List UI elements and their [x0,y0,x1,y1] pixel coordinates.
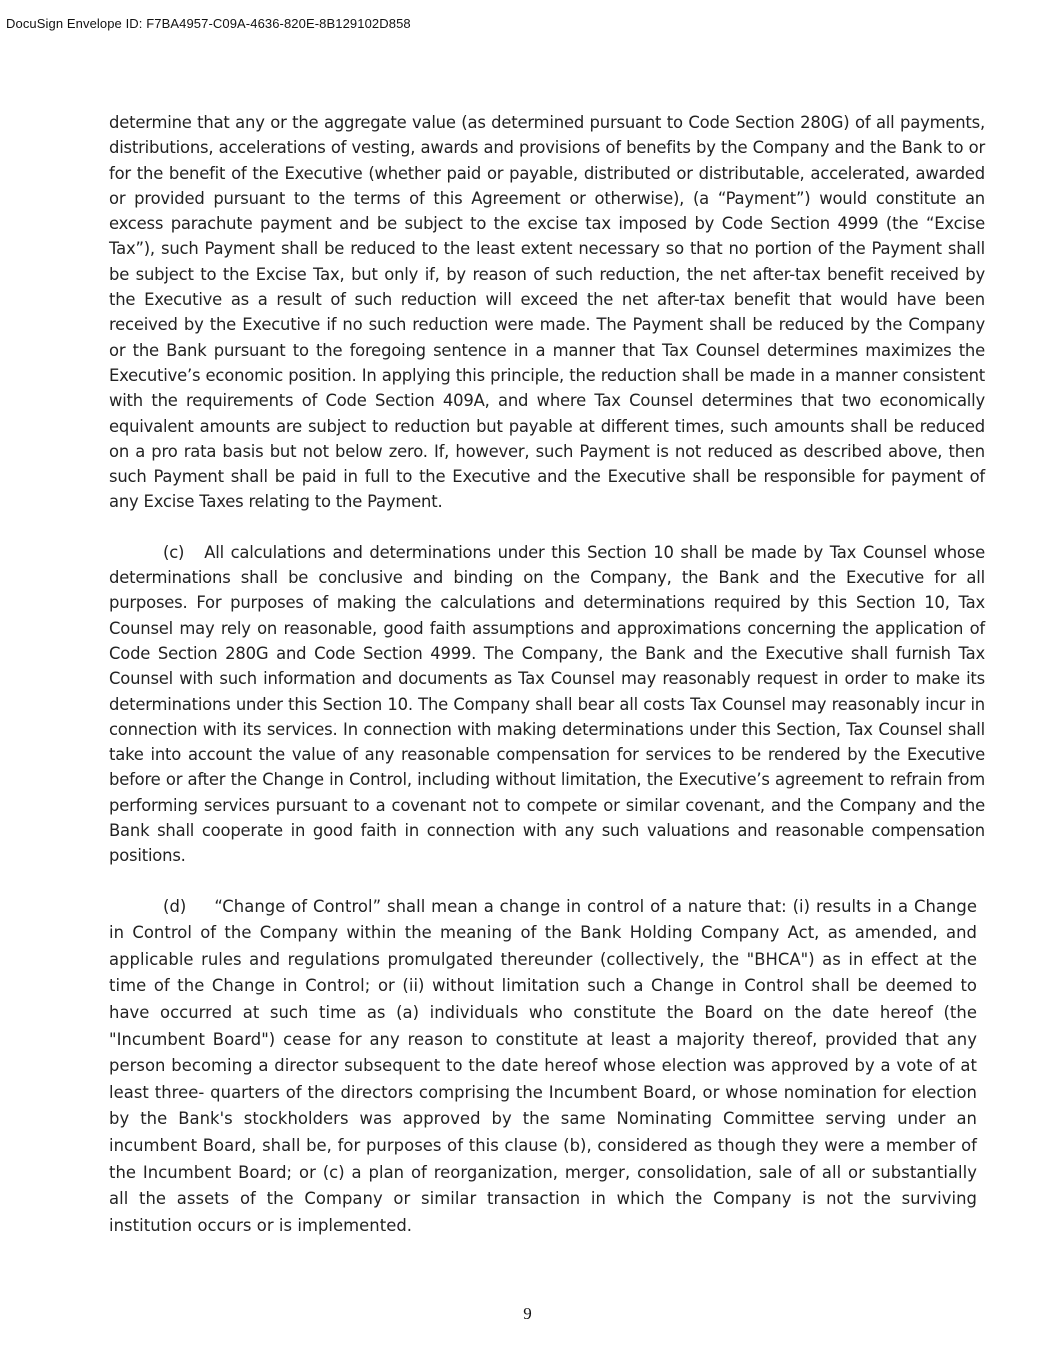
paragraph-d [109,894,977,1240]
paragraph-c-text: All calculations and determinations under this Section 10 shall be made by Tax Counsel whose determinations shall be conclusive and binding on the Company, the Bank and the Executive for all purposes. For purposes of making the calculations and determinations required by this Section 10, Tax Counsel may rely on reasonable, good faith assumptions and approximations concerning the application of Code Section 280G and Code Section 4999. The Company, the Bank and the Executive shall furnish Tax Counsel with such information and documents as Tax Counsel may reasonably request in order to make its determinations under this Section 10. The Company shall bear all costs Tax Counsel may reasonably incur in connection with its services. In connection with making determinations under this Section, Tax Counsel shall take into account the value of any reasonable compensation for services to be rendered by the Executive before or after the Change in Control, including without limitation, the Executive’s agreement to refrain from performing services pursuant to a covenant not to compete or similar covenant, and the Company and the Bank shall cooperate in good faith in connection with any such valuations and reasonable compensation positions. [109,542,985,866]
paragraph-continuation: determine that any or the aggregate value (as determined pursuant to Code Section 280G) of all payments, distributions, accelerations of vesting, awards and provisions of benefits by the Company and the Bank to or for the benefit of the Executive (whether paid or payable, distributed or distributable, accelerated, awarded or provided pursuant to the terms of this Agreement or otherwise), (a “Payment”) would constitute an excess parachute payment and be subject to the excise tax imposed by Code Section 4999 (the “Excise Tax”), such Payment shall be reduced to the least extent necessary so that no portion of the Payment shall be subject to the Excise Tax, but only if, by reason of such reduction, the net after-tax benefit received by the Executive as a result of such reduction will exceed the net after-tax benefit that would have been received by the Executive if no such reduction were made. The Payment shall be reduced by the Company or the Bank pursuant to the foregoing sentence in a manner that Tax Counsel determines maximizes the Executive’s economic position. In applying this principle, the reduction shall be made in a manner consistent with the requirements of Code Section 409A, and where Tax Counsel determines that two economically equivalent amounts are subject to reduction but payable at different times, such amounts shall be reduced on a pro rata basis but not below zero. If, however, such Payment is not reduced as described above, then such Payment shall be paid in full to the Executive and the Executive shall be responsible for payment of any Excise Taxes relating to the Payment. [109,113,985,512]
page-number: 9 [523,1304,532,1323]
docusign-envelope-id: DocuSign Envelope ID: F7BA4957-C09A-4636-820E-8B129102D858 [6,16,411,31]
paragraph-d-label: (d) [163,896,187,916]
paragraph-c [109,540,985,869]
document-body [109,110,985,1239]
paragraph-d-text: “Change of Control” shall mean a change in control of a nature that: (i) results in a Change in Control of the Company within the meaning of the Bank Holding Company Act, as amended, and applicable rules and regulations promulgated thereunder (collectively, the "BHCA") as in effect at the time of the Change in Control; or (ii) without limitation such a Change in Control shall be deemed to have occurred at such time as (a) individuals who constitute the Board on the date hereof (the "Incumbent Board") cease for any reason to constitute at least a majority thereof, provided that any person becoming a director subsequent to the date hereof whose election was approved by a vote of at least three- quarters of the directors comprising the Incumbent Board, or whose nomination for election by the Bank's stockholders was approved by the same Nominating Committee serving under an incumbent Board, shall be, for purposes of this clause (b), considered as though they were a member of the Incumbent Board; or (c) a plan of reorganization, merger, consolidation, sale of all or substantially all the assets of the Company or similar transaction in which the Company is not the surviving institution occurs or is implemented. [109,896,977,1235]
paragraph-c-label: (c) [163,542,185,562]
